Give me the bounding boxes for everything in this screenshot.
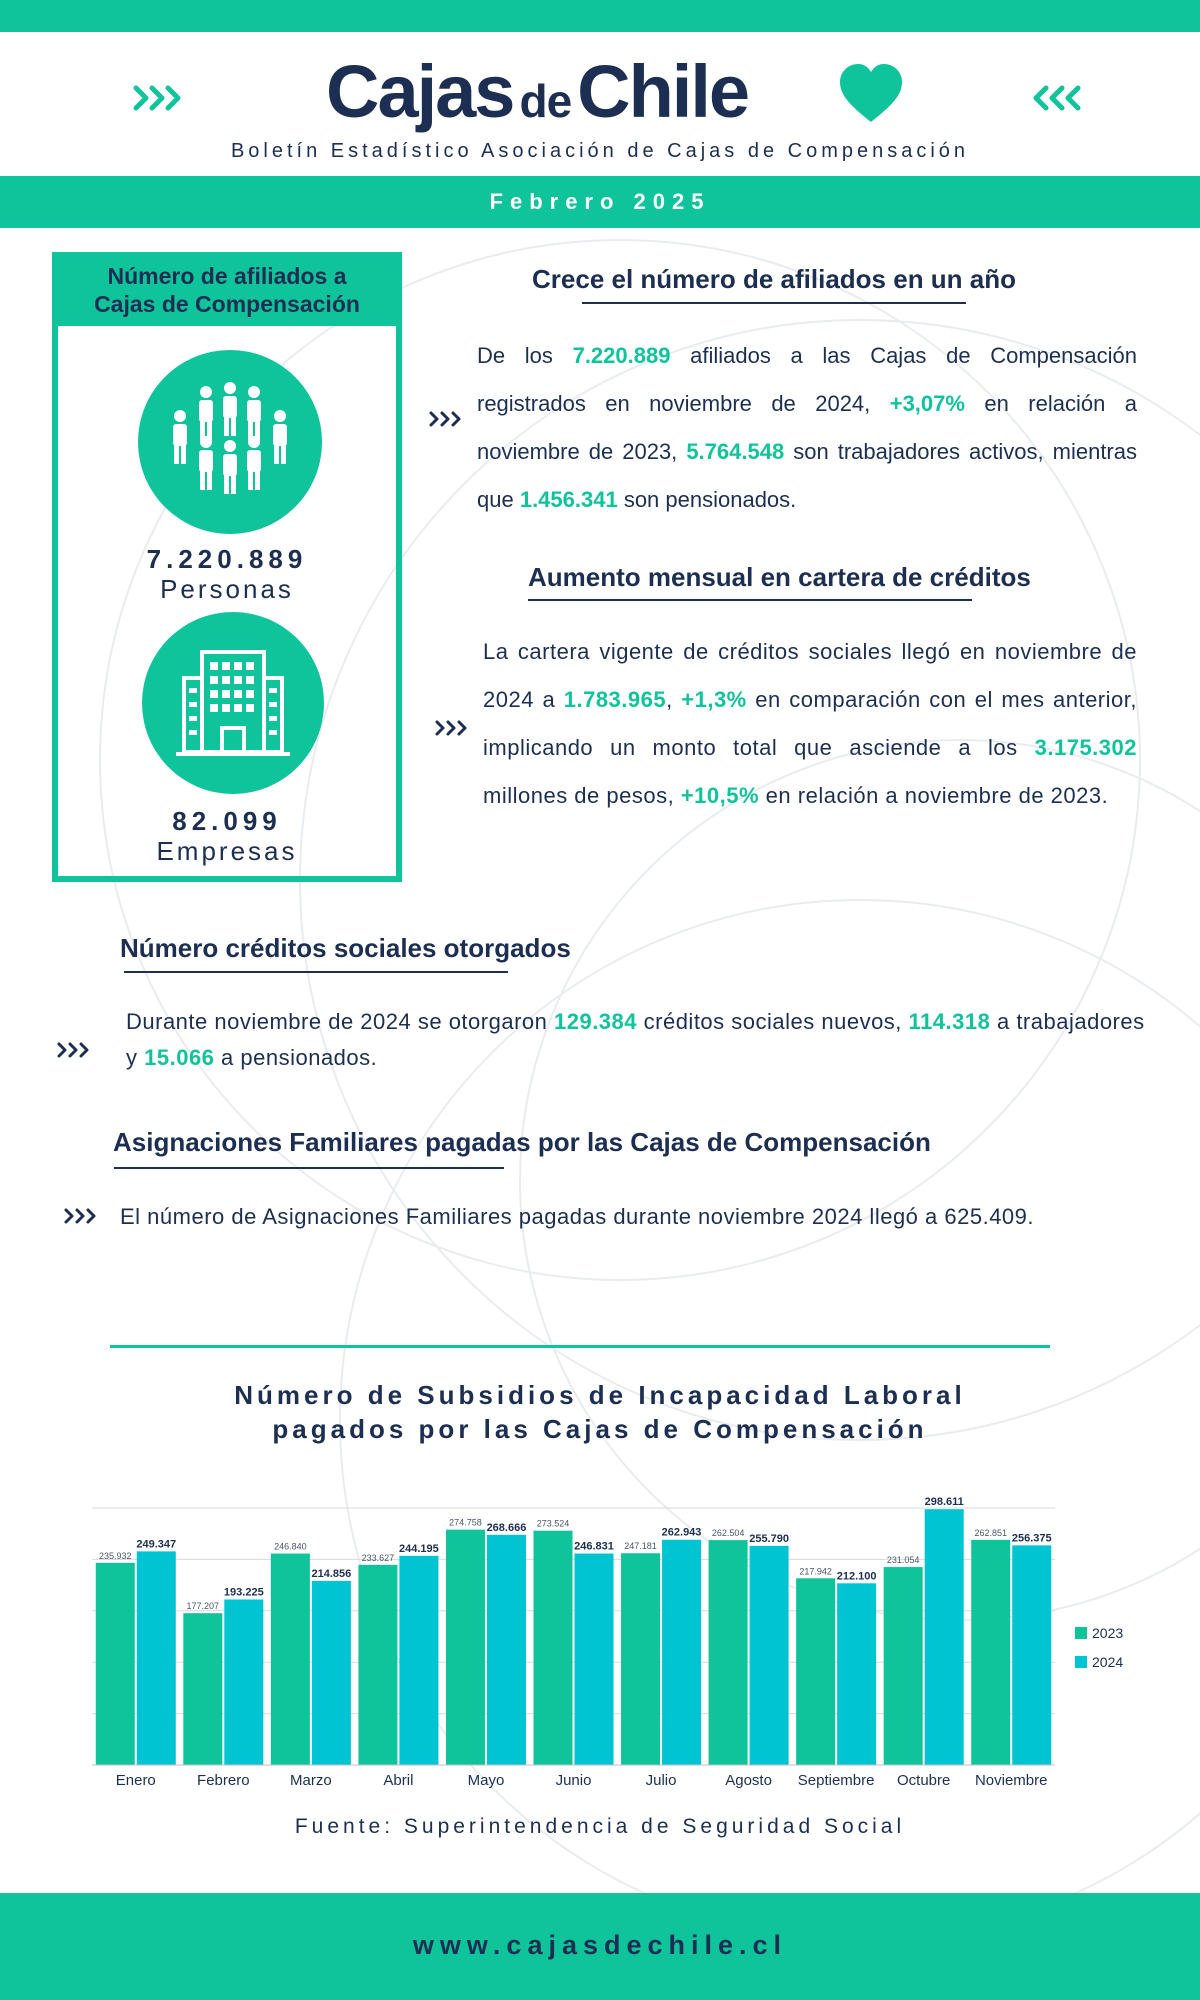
people-group-icon: [138, 350, 322, 534]
section1-title: Crece el número de afiliados en un año: [532, 264, 1017, 294]
bar-2024-septiembre: [837, 1583, 876, 1765]
section3-title: Número créditos sociales otorgados: [120, 933, 571, 963]
section1-paragraph: De los 7.220.889 afiliados a las Cajas de Compensación registrados en noviembre de 2024, +3,07% en relación a noviembre de 2023, 5.764.548 son trabajadores activos, mientras que 1.456.341 son pensionados.: [477, 343, 1137, 512]
data-label: 235.932: [98, 1550, 132, 1561]
data-label: 246.840: [274, 1541, 307, 1552]
section3-underline: [124, 971, 508, 973]
data-label: 255.790: [749, 1532, 789, 1545]
section2-paragraph: La cartera vigente de créditos sociales llegó en noviembre de 2024 a 1.783.965, +1,3% en comparación con el mes anterior, implicando un monto total que asciende a los 3.175.302 millones de pesos, +10,5% en relación a noviembre de 2023.: [483, 639, 1137, 808]
month-band: Febrero 2025: [0, 176, 1200, 228]
x-tick-label: Marzo: [290, 1772, 332, 1789]
logo: Cajas deChile: [326, 50, 749, 133]
people-circle: [138, 350, 322, 534]
legend-label-2023: 2023: [1092, 1625, 1124, 1641]
top-bar: [0, 0, 1200, 32]
bar-2023-junio: [534, 1531, 573, 1765]
chevrons-right-icon: [132, 80, 184, 116]
legend-swatch-2023: [1075, 1627, 1087, 1639]
bar-2023-noviembre: [971, 1540, 1010, 1765]
data-label: 231.054: [886, 1555, 920, 1566]
data-label: 177.207: [186, 1601, 220, 1612]
x-tick-label: Julio: [645, 1772, 677, 1789]
data-label: 217.942: [799, 1566, 832, 1577]
data-label: 246.831: [574, 1540, 614, 1553]
x-tick-label: Mayo: [467, 1772, 505, 1789]
data-label: 233.627: [361, 1552, 395, 1563]
bar-2024-junio: [575, 1554, 614, 1765]
section2-underline: [528, 599, 972, 601]
section3-paragraph: Durante noviembre de 2024 se otorgaron 129.384 créditos sociales nuevos, 114.318 a trabajadores y 15.066 a pensionados.: [126, 1009, 1145, 1070]
affiliates-box-title: Número de afiliados a Cajas de Compensación: [52, 252, 402, 326]
data-label: 262.504: [711, 1528, 745, 1539]
bar-2023-septiembre: [796, 1578, 835, 1765]
chevrons-right-icon: [56, 1039, 92, 1061]
chevrons-right-icon: [434, 717, 470, 739]
bar-2023-julio: [621, 1553, 660, 1765]
bar-2023-abril: [358, 1565, 397, 1765]
bar-2023-febrero: [183, 1613, 222, 1765]
chart-divider: [110, 1345, 1050, 1348]
affiliates-count: 7.220.889: [146, 544, 308, 574]
data-label: 249.347: [136, 1538, 177, 1551]
bar-2023-agosto: [709, 1540, 748, 1765]
data-label: 256.375: [1011, 1532, 1052, 1545]
data-label: 214.856: [311, 1567, 352, 1580]
bar-2024-abril: [399, 1556, 438, 1765]
bar-2024-enero: [137, 1551, 176, 1765]
x-tick-label: Octubre: [897, 1772, 951, 1789]
bar-2024-mayo: [487, 1535, 526, 1765]
affiliates-unit: Personas: [160, 574, 294, 604]
data-label: 247.181: [624, 1541, 657, 1552]
section4-title: Asignaciones Familiares pagadas por las Cajas de Compensación: [113, 1127, 931, 1157]
bar-2024-julio: [662, 1540, 701, 1765]
building-icon: [142, 612, 324, 794]
x-tick-label: Enero: [115, 1772, 156, 1789]
x-tick-label: Septiembre: [797, 1772, 875, 1789]
bar-2024-agosto: [750, 1546, 789, 1765]
data-label: 298.611: [924, 1496, 964, 1509]
data-label: 262.851: [974, 1527, 1008, 1538]
chevrons-right-icon: [63, 1205, 99, 1227]
data-label: 244.195: [399, 1542, 439, 1555]
x-tick-label: Febrero: [197, 1772, 250, 1789]
x-tick-label: Junio: [555, 1772, 592, 1789]
subsidies-bar-chart: [80, 1480, 1160, 1790]
bar-2024-febrero: [224, 1599, 263, 1765]
bar-2023-enero: [96, 1563, 135, 1765]
footer-website-link[interactable]: www.cajasdechile.cl: [412, 1930, 788, 1960]
bulletin-subtitle: Boletín Estadístico Asociación de Cajas de Compensación: [230, 140, 970, 162]
bar-2023-marzo: [271, 1554, 310, 1765]
bar-2024-octubre: [925, 1509, 964, 1765]
bar-2024-noviembre: [1012, 1545, 1051, 1765]
building-circle: [142, 612, 324, 794]
x-tick-label: Abril: [383, 1772, 414, 1789]
chart-source: Fuente: Superintendencia de Seguridad Social: [294, 1815, 906, 1838]
section4-underline: [114, 1167, 504, 1169]
data-label: 193.225: [223, 1586, 264, 1599]
section4-paragraph: El número de Asignaciones Familiares pagadas durante noviembre 2024 llegó a 625.409.: [120, 1204, 1035, 1229]
legend-swatch-2024: [1075, 1656, 1087, 1668]
bar-2023-octubre: [884, 1567, 923, 1765]
chevrons-left-icon: [1030, 80, 1082, 116]
companies-unit: Empresas: [156, 836, 298, 866]
data-label: 212.100: [836, 1570, 877, 1583]
section2-title: Aumento mensual en cartera de créditos: [528, 562, 1031, 592]
data-label: 262.943: [661, 1526, 702, 1539]
chart-title: Número de Subsidios de Incapacidad Laboral pagados por las Cajas de Compensación: [234, 1380, 966, 1444]
data-label: 273.524: [536, 1518, 570, 1529]
heart-icon: [838, 62, 904, 128]
bar-2024-marzo: [312, 1581, 351, 1765]
legend-label-2024: 2024: [1092, 1654, 1124, 1670]
chevrons-right-icon: [428, 408, 464, 430]
data-label: 274.758: [449, 1517, 482, 1528]
x-tick-label: Agosto: [725, 1772, 772, 1789]
companies-count: 82.099: [172, 806, 282, 836]
section1-underline: [582, 302, 966, 304]
x-tick-label: Noviembre: [974, 1772, 1048, 1789]
bar-2023-mayo: [446, 1530, 485, 1765]
data-label: 268.666: [486, 1521, 527, 1534]
